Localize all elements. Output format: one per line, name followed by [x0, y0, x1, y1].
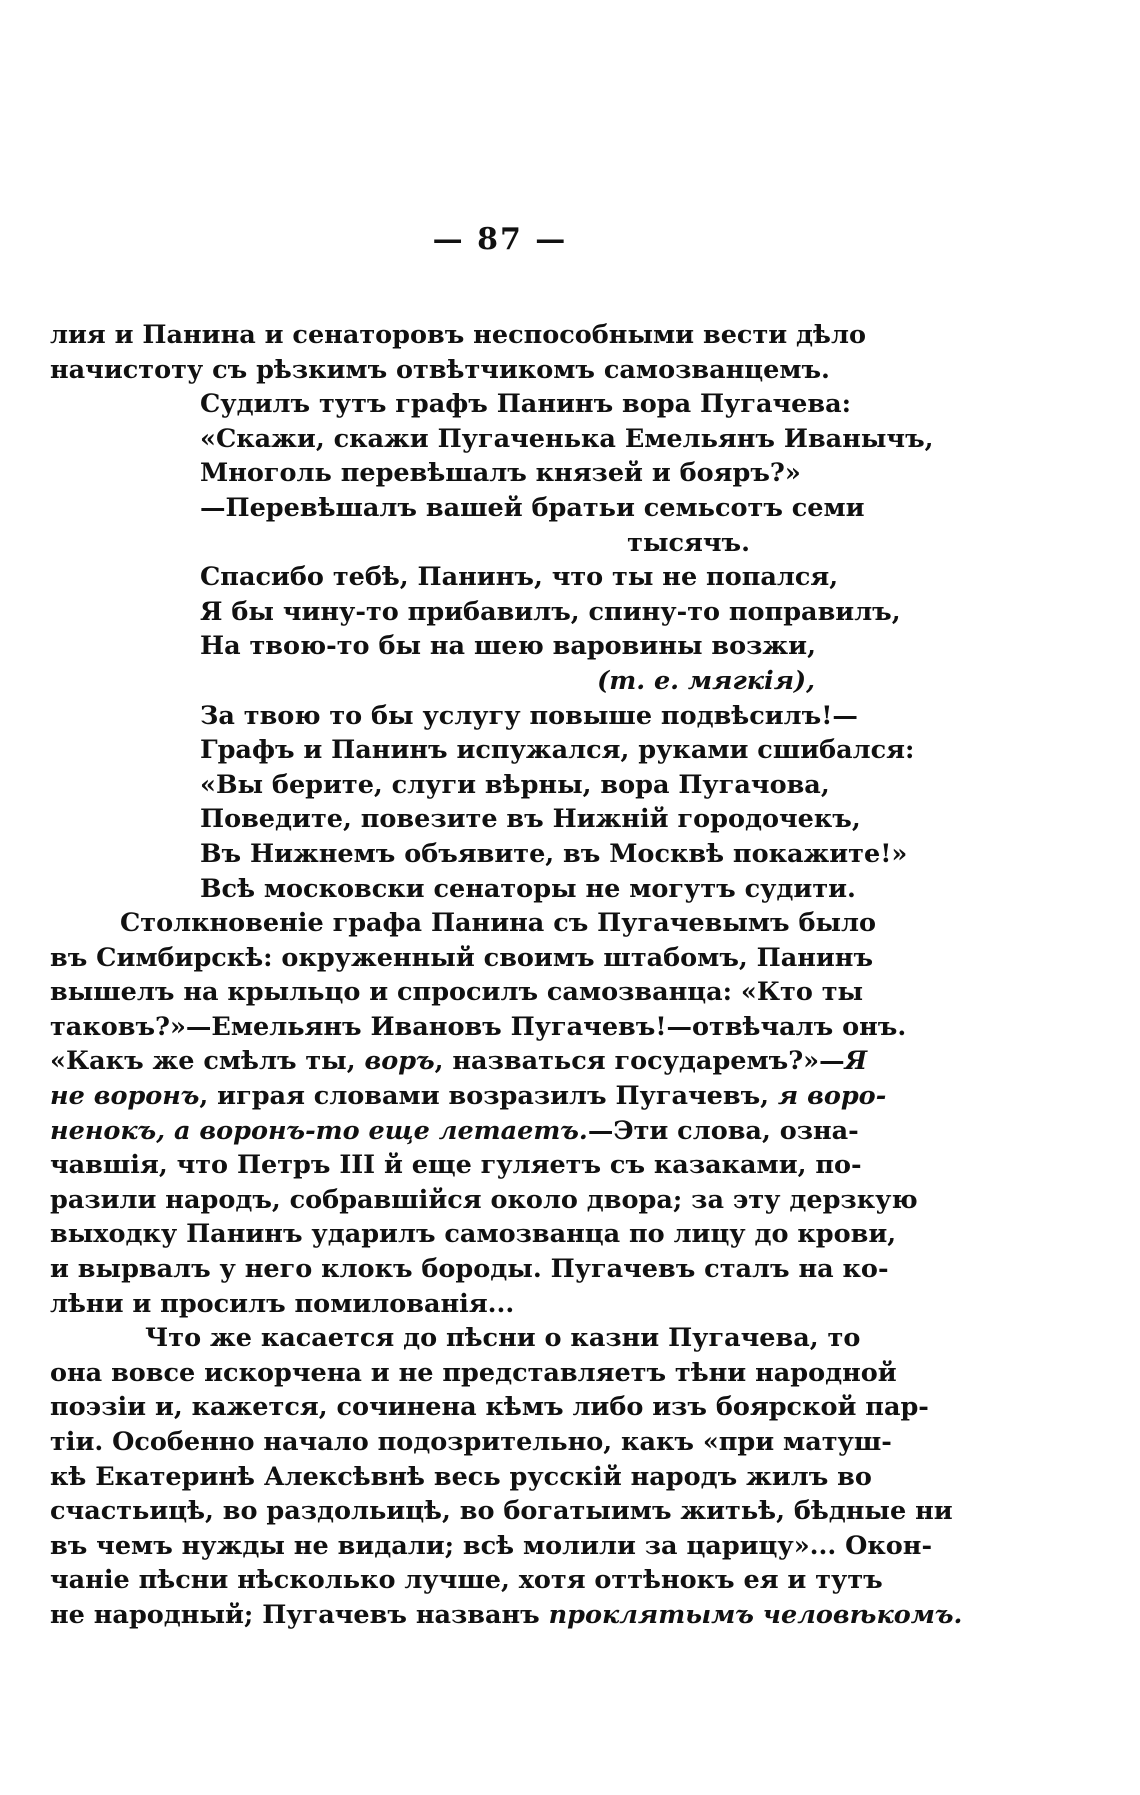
text-line: Столкновеніе графа Панина съ Пугачевымъ было: [120, 908, 877, 939]
text-line: ненокъ, а воронъ-то еще летаетъ.—Эти слова, озна-: [50, 1115, 859, 1146]
text-line: въ Симбирскѣ: окруженный своимъ штабомъ, Панинъ: [50, 942, 874, 973]
text-line: «Какъ же смѣлъ ты, воръ, назваться государемъ?»—Я: [50, 1046, 868, 1077]
italic-fragment: ненокъ, а воронъ-то еще летаетъ.: [50, 1115, 588, 1146]
italic-fragment: Я: [844, 1046, 868, 1077]
italic-fragment: не воронъ: [50, 1081, 200, 1112]
text-line: кѣ Екатеринѣ Алексѣвнѣ весь русскій народъ жилъ во: [50, 1461, 872, 1492]
text-line: разили народъ, собравшійся около двора; за эту дерзкую: [50, 1184, 918, 1215]
text-line: въ чемъ нужды не видали; всѣ молили за царицу»... Окон-: [50, 1530, 933, 1561]
text-line: Что же касается до пѣсни о казни Пугачева, то: [145, 1323, 861, 1354]
text-line: лѣни и просилъ помилованія...: [50, 1288, 515, 1319]
verse-line: «Вы берите, слуги вѣрны, вора Пугачова,: [200, 769, 830, 800]
italic-fragment: воръ: [364, 1046, 435, 1077]
verse-line: Въ Нижнемъ объявите, въ Москвѣ покажите!»: [200, 838, 908, 869]
verse-line: Спасибо тебѣ, Панинъ, что ты не попался,: [200, 562, 839, 593]
text-line: поэзіи и, кажется, сочинена кѣмъ либо изъ боярской пар-: [50, 1392, 929, 1423]
verse-line: тысячъ.: [627, 527, 750, 558]
text-line: начистоту съ рѣзкимъ отвѣтчикомъ самозванцемъ.: [50, 354, 830, 385]
verse-line: Судилъ тутъ графъ Панинъ вора Пугачева:: [200, 389, 852, 420]
italic-fragment: я воро-: [777, 1081, 887, 1112]
verse-line: На твою-то бы на шею варовины возжи,: [200, 631, 816, 662]
text-line: тіи. Особенно начало подозрительно, какъ «при матуш-: [50, 1427, 892, 1457]
verse-line: Поведите, повезите въ Нижній городочекъ,: [200, 804, 861, 835]
verse-line: Многоль перевѣшалъ князей и бояръ?»: [200, 458, 801, 489]
text-line: выходку Панинъ ударилъ самозванца по лицу до крови,: [50, 1219, 897, 1250]
verse-line: За твою то бы услугу повыше подвѣсилъ!—: [200, 700, 858, 731]
text-line: не воронъ, играя словами возразилъ Пугачевъ, я воро-: [50, 1081, 887, 1112]
page-number: — 87 —: [432, 222, 568, 257]
text-line: чаніе пѣсни нѣсколько лучше, хотя оттѣнокъ ея и тутъ: [50, 1565, 883, 1596]
italic-fragment: проклятымъ человѣкомъ.: [548, 1599, 963, 1630]
text-line: она вовсе искорчена и не представляетъ тѣни народной: [50, 1357, 897, 1388]
text-line: таковъ?»—Емельянъ Ивановъ Пугачевъ!—отвѣчалъ онъ.: [50, 1011, 907, 1042]
text-line: и вырвалъ у него клокъ бороды. Пугачевъ сталъ на ко-: [50, 1254, 889, 1285]
verse-line: Я бы чину-то прибавилъ, спину-то поправилъ,: [200, 596, 901, 627]
text-line: чавшія, что Петръ III й еще гуляетъ съ казаками, по-: [50, 1150, 862, 1181]
text-line: не народный; Пугачевъ названъ проклятымъ человѣкомъ.: [50, 1599, 963, 1630]
text-line: счастьицѣ, во раздольицѣ, во богатыимъ житьѣ, бѣдные ни: [50, 1496, 953, 1527]
text-line: лия и Панина и сенаторовъ неспособными вести дѣло: [50, 320, 866, 350]
verse-line: «Скажи, скажи Пугаченька Емельянъ Иванычъ,: [200, 423, 934, 454]
italic-fragment: (т. е. мягкія),: [597, 665, 815, 696]
text-line: вышелъ на крыльцо и спросилъ самозванца: «Кто ты: [50, 977, 864, 1008]
verse-line: —Перевѣшалъ вашей братьи семьсотъ семи: [200, 492, 865, 523]
page-text: [50, 318, 963, 1633]
verse-line: Всѣ московски сенаторы не могутъ судити.: [200, 873, 856, 904]
verse-line: [50, 664, 845, 699]
verse-line: Графъ и Панинъ испужался, руками сшибался:: [200, 735, 915, 766]
